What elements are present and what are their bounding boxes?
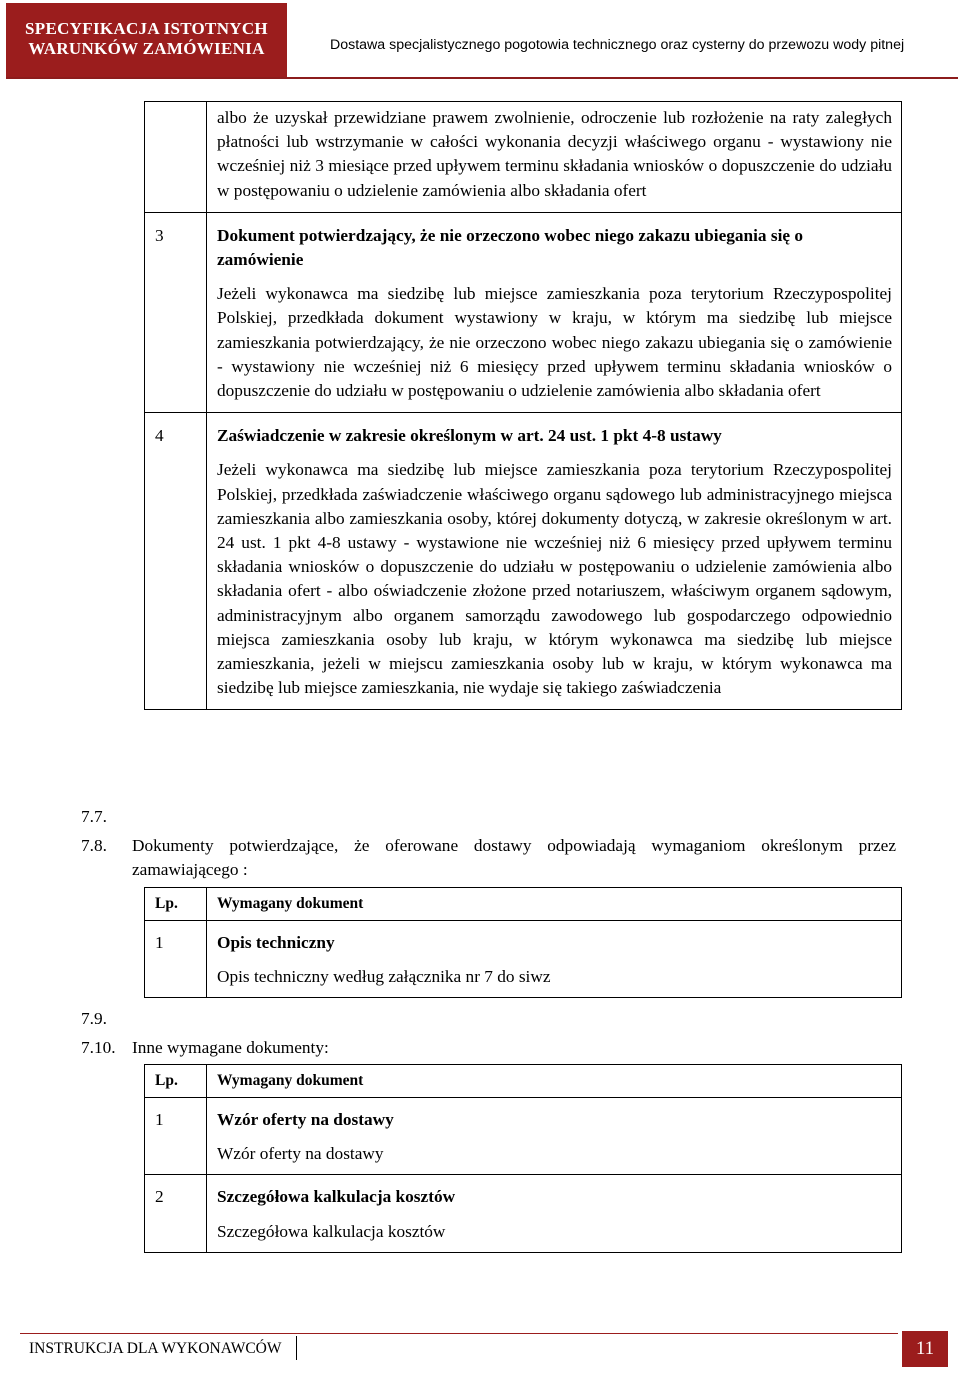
row-description: Opis techniczny według załącznika nr 7 do siwz [217,967,551,987]
footer-separator [296,1336,297,1360]
table-header-row [145,1065,902,1098]
row-title: Zaświadczenie w zakresie określonym w art. 24 ust. 1 pkt 4-8 ustawy [217,426,722,446]
footer-label: INSTRUKCJA DLA WYKONAWCÓW [29,1340,282,1357]
section-number-7-9: 7.9. [81,1009,107,1028]
column-header-lp: Lp. [145,1065,207,1098]
column-header-document: Wymagany dokument [207,1065,902,1098]
row-title: Dokument potwierdzający, że nie orzeczono wobec niego zakazu ubiegania się o zamówienie [217,225,804,270]
requirements-table-7-7 [144,101,902,710]
table-cell-document [207,102,902,213]
row-description: Jeżeli wykonawca ma siedzibę lub miejsce zamieszkania poza terytorium Rzeczypospolitej Polskiej, przedkłada dokument wystawiony w kraju, w którym ma siedzibę lub miejsce zamieszkania potwierdzający, że nie orzeczono wobec niego zakazu ubiegania się o zamówienie - wystawiony nie wcześniej niż 6 miesięcy przed upływem terminu składania wniosków o dopuszczenie do udziału w postępowaniu o udzielenie zamówienia albo składania ofert [217,284,892,401]
row-title: Wzór oferty na dostawy [217,1110,394,1129]
header-brand-line2: WARUNKÓW ZAMÓWIENIA [28,39,265,58]
header-brand-line1: SPECYFIKACJA ISTOTNYCH [25,19,268,38]
row-number: 1 [155,1110,164,1129]
table-cell-lp [145,921,207,998]
table-row [145,921,902,998]
footer-divider [20,1333,898,1334]
table-cell-document [207,1098,902,1175]
row-number: 4 [155,426,164,446]
section-text-7-8: Dokumenty potwierdzające, że oferowane dostawy odpowiadają wymaganiom określonym przez zamawiającego : [132,836,896,880]
table-row [145,1175,902,1252]
page-header [6,3,958,79]
section-number-7-8: 7.8. [81,836,107,855]
required-documents-table-7-8 [144,887,902,998]
table-cell-document [207,921,902,998]
row-description: albo że uzyskał przewidziane prawem zwolnienie, odroczenie lub rozłożenie na raty zaległych płatności lub wstrzymanie w całości wykonania decyzji właściwego organu - wystawiony nie wcześniej niż 3 miesiące przed upływem terminu składania wniosków o dopuszczenie do udziału w postępowaniu o udzielenie zamówienia albo składania ofert [217,108,892,200]
table-row [145,102,902,213]
column-header-lp: Lp. [145,888,207,921]
row-number: 1 [155,933,164,952]
row-number: 2 [155,1187,164,1207]
section-number-7-7: 7.7. [81,807,107,826]
table-cell-document [207,1175,902,1252]
other-documents-table-7-10 [144,1064,902,1253]
header-brand-box [6,3,287,77]
table-row [145,1098,902,1175]
table-cell-lp [145,413,207,710]
row-number: 3 [155,225,164,245]
page-number: 11 [902,1331,948,1367]
row-title: Opis techniczny [217,933,335,952]
table-row [145,212,902,412]
table-cell-lp [145,1175,207,1252]
section-text-7-10: Inne wymagane dokumenty: [132,1038,329,1057]
header-document-title: Dostawa specjalistycznego pogotowia technicznego oraz cysterny do przewozu wody pitnej [330,37,905,53]
row-description: Wzór oferty na dostawy [217,1144,384,1164]
row-description: Szczegółowa kalkulacja kosztów [217,1221,446,1241]
table-cell-lp [145,212,207,412]
table-cell-lp [145,102,207,213]
table-cell-lp [145,1098,207,1175]
column-header-document: Wymagany dokument [207,888,902,921]
row-title: Szczegółowa kalkulacja kosztów [217,1187,456,1207]
row-description: Jeżeli wykonawca ma siedzibę lub miejsce zamieszkania poza terytorium Rzeczypospolitej Polskiej, przedkłada zaświadczenie właściwego organu sądowego lub administracyjnego miejsca zamieszkania albo zamieszkania osoby, której dokumenty dotyczą, w zakresie określonym w art. 24 ust. 1 pkt 4-8 ustawy - wystawione nie wcześniej niż 6 miesięcy przed upływem terminu składania wniosków o dopuszczenie do udziału w postępowaniu o udzielenie zamówienia albo składania ofert - albo oświadczenie złożone przed notariuszem, właściwym organem sądowym, administracyjnym albo organem samorządu zawodowego lub gospodarczego odpowiednio miejsca zamieszkania osoby lub kraju, w którym wykonawca ma siedzibę lub miejsce zamieszkania, jeżeli w miejscu zamieszkania osoby lub w kraju, w którym wykonawca ma siedzibę lub miejsce zamieszkania, nie wydaje się takiego zaświadczenia [217,460,892,698]
table-row [145,413,902,710]
table-cell-document [207,212,902,412]
section-number-7-10: 7.10. [81,1038,116,1057]
table-header-row [145,888,902,921]
table-cell-document [207,413,902,710]
